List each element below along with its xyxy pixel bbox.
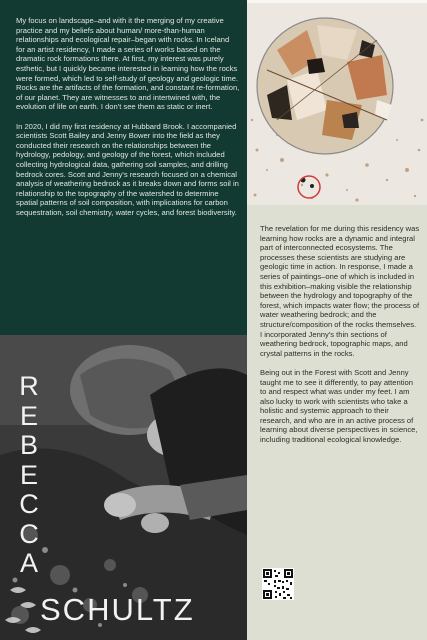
left-text-block — [16, 16, 240, 227]
name-letter: C — [19, 489, 39, 519]
name-letter: C — [19, 518, 39, 549]
artist-last-name: SCHULTZ — [40, 592, 195, 627]
right-text-block — [260, 224, 420, 454]
name-letter: A — [19, 548, 38, 578]
right-paragraph-2: Being out in the Forest with Scott and Jenny taught me to see it differently, to pay attention to and respect what was under my feet. I am also lucky to work with scientists who take a holistic and systemic approach to their research, and who are in an active process of learning about diverse perspectives in science, including traditional ecological knowledge. — [260, 367, 418, 445]
name-letter: R — [19, 371, 39, 401]
left-text-panel — [0, 0, 247, 335]
left-paragraph-1: My focus on landscape–and with it the merging of my creative practice and my beliefs about human/ more-than-human relationships and ecological repair–began with rocks. In Iceland for an artist residency, I made a series of works based on the dramatic rock formations there. At first, my interest was purely esthetic, but I quickly became interested in learning how the rocks were formed, which led to self-study of geology and geologic time. Rocks are the artifacts of the formation, and constant re-formation, of our planet. They are witnesses to and intertwined with, the evolution of life on earth. I don't see them as static or inert. — [16, 16, 240, 112]
name-letter: E — [19, 400, 38, 431]
rock-painting-photo — [247, 0, 427, 205]
right-paragraph-1: The revelation for me during this residency was learning how rocks are a dynamic and integral part of interconnected ecosystems. The processes these scientists are studying are geologic time in action. In response, I made a series of paintings–one of which is included in this exhibition–making visible the relationship between the hydrology and topography of the forest, which impacts water flow; the process of water weathering bedrock; and the structure/composition of the rocks themselves. I incorporated Jenny's thin sections of weathering bedrock, topographic maps, and crystal patterns in the rocks. — [260, 224, 420, 358]
qr-code-icon — [262, 568, 294, 600]
qr-code[interactable] — [262, 568, 294, 600]
rock-painting-illustration — [247, 0, 427, 205]
name-letter: E — [19, 459, 38, 490]
name-letter: B — [19, 430, 38, 460]
left-paragraph-2: In 2020, I did my first residency at Hubbard Brook. I accompanied scientists Scott Bailey and Jenny Bower into the field as they conducted their research on the relationships between the hydrology, pedology, and geology of the forest, which included collecting hydrological data, gathering soil samples, and drilling bedrock cores. Scott and Jenny's research focused on a chemical analysis of weathering bedrock as it breaks down and forms soil in relationship to the topography of the watershed to determine spatial patterns of soil composition, with implications for carbon sequestration, soil chemistry, water cycles, and forest biodiversity. — [16, 121, 239, 217]
artist-first-name — [14, 372, 44, 579]
